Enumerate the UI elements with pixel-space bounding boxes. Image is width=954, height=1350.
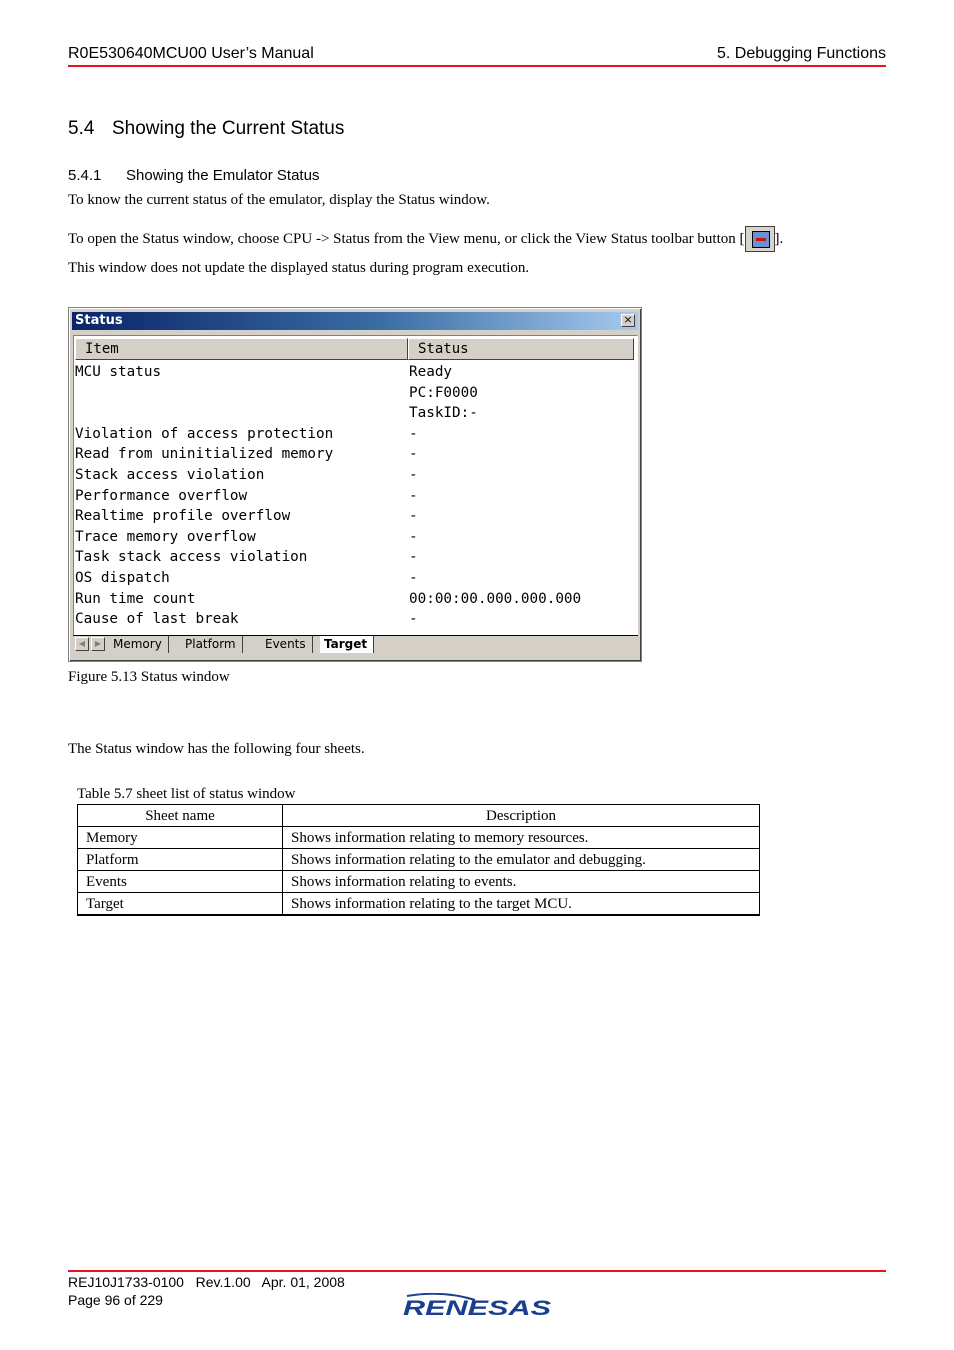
footer-page-number: Page 96 of 229 <box>68 1292 163 1308</box>
close-icon[interactable]: × <box>621 314 635 327</box>
renesas-logo <box>403 1293 553 1324</box>
table-row <box>78 871 760 893</box>
section-heading <box>68 118 344 140</box>
table-cell-description: Shows information relating to the target MCU. <box>283 893 760 916</box>
table-row <box>78 849 760 871</box>
subsection-heading <box>68 167 319 184</box>
paragraph-open-instructions <box>68 226 783 252</box>
sheet-list-table <box>77 804 760 916</box>
table-header-sheet-name: Sheet name <box>78 805 283 827</box>
scroll-right-icon[interactable]: ▶ <box>91 637 105 651</box>
table-cell-description: Shows information relating to memory resources. <box>283 827 760 849</box>
status-column-values: Ready PC:F0000 TaskID:- - - - - - - - - 00:00:00.000.000.000 - <box>409 364 582 628</box>
paragraph-sheets-intro: The Status window has the following four sheets. <box>68 741 365 757</box>
table-cell-description: Shows information relating to events. <box>283 871 760 893</box>
status-window-titlebar[interactable] <box>72 312 638 330</box>
table-cell-sheet: Events <box>78 871 283 893</box>
table-cell-sheet: Platform <box>78 849 283 871</box>
sheet-tab-bar <box>73 635 638 655</box>
table-caption: Table 5.7 sheet list of status window <box>77 786 296 802</box>
tab-memory[interactable]: Memory <box>109 636 169 653</box>
section-title: Showing the Current Status <box>112 118 345 139</box>
table-row <box>78 827 760 849</box>
table-cell-description: Shows information relating to the emulator and debugging. <box>283 849 760 871</box>
table-row <box>78 893 760 916</box>
table-header-description: Description <box>283 805 760 827</box>
status-list <box>73 335 638 636</box>
status-window <box>68 307 642 662</box>
column-header-item[interactable]: Item <box>75 338 408 360</box>
header-manual-title: R0E530640MCU00 User’s Manual <box>68 45 314 62</box>
subsection-number: 5.4.1 <box>68 167 102 184</box>
table-cell-sheet: Memory <box>78 827 283 849</box>
section-number: 5.4 <box>68 118 95 139</box>
figure-caption: Figure 5.13 Status window <box>68 669 230 685</box>
paragraph-intro: To know the current status of the emulator, display the Status window. <box>68 192 490 208</box>
view-status-toolbar-icon <box>745 226 775 252</box>
column-header-status[interactable]: Status <box>408 338 634 360</box>
subsection-title: Showing the Emulator Status <box>126 167 320 184</box>
paragraph-update-note: This window does not update the displayed status during program execution. <box>68 260 530 276</box>
paragraph-open-text-end: ]. <box>774 231 784 247</box>
tab-target[interactable]: Target <box>320 636 374 653</box>
table-header-row <box>78 805 760 827</box>
scroll-left-icon[interactable]: ◀ <box>75 637 89 651</box>
svg-text:RENESAS: RENESAS <box>403 1297 551 1319</box>
table-cell-sheet: Target <box>78 893 283 916</box>
status-window-title: Status <box>75 313 123 328</box>
paragraph-open-text: To open the Status window, choose CPU -> Status from the View menu, or click the View Status toolbar button [ <box>68 231 745 247</box>
item-column-values: MCU status Violation of access protection Read from uninitialized memory Stack access violation Performance overflow Realtime profile overflow Trace memory overflow Task stack access violation OS dispatch Run time count Cause of last break <box>75 364 334 628</box>
tab-platform[interactable]: Platform <box>181 636 243 653</box>
footer-document-info: REJ10J1733-0100 Rev.1.00 Apr. 01, 2008 <box>68 1274 345 1290</box>
tab-events[interactable]: Events <box>261 636 313 653</box>
header-chapter-title: 5. Debugging Functions <box>717 45 886 62</box>
footer-rule <box>68 1270 886 1272</box>
header-rule <box>68 65 886 67</box>
